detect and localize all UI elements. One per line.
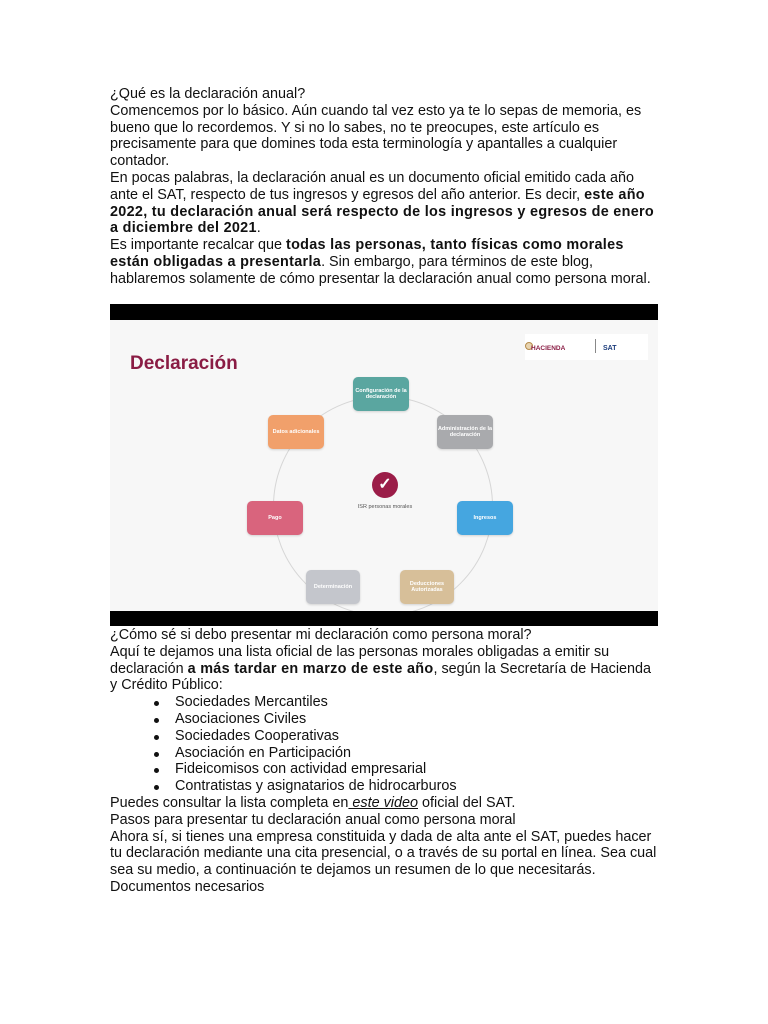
section2-paragraph-2 — [110, 795, 658, 812]
intro-paragraph-3 — [110, 237, 658, 287]
intro-p2-text: En pocas palabras, la declaración anual es un documento oficial emitido cada año ante el SAT, respecto de tus ingresos y egresos del año anterior. Es decir, — [110, 169, 634, 203]
sat-logo: SAT — [603, 345, 617, 352]
node-determinacion: Determinación — [306, 570, 360, 604]
video-link[interactable]: este video — [348, 794, 418, 811]
section2-paragraph-1 — [110, 644, 658, 694]
entity-list — [110, 694, 658, 795]
hacienda-logo: HACIENDA — [531, 345, 566, 352]
node-deducciones: Deducciones Autorizadas — [400, 570, 454, 604]
s2-p2-end: oficial del SAT. — [418, 794, 516, 811]
image-border-bottom — [110, 611, 658, 626]
s2-p2-text: Puedes consultar la lista completa en — [110, 794, 349, 811]
node-pago: Pago — [247, 501, 303, 535]
s2-p1-end: , según la Secretaría de Hacienda y Crédito Público: — [110, 660, 652, 694]
logos-box — [525, 334, 648, 360]
section2-paragraph-5: Documentos necesarios — [110, 878, 265, 895]
s2-p1-bold: a más tardar en marzo de este año — [187, 660, 434, 677]
declaracion-diagram — [110, 320, 658, 611]
list-item: Sociedades Mercantiles — [175, 694, 658, 711]
center-label: ISR personas morales — [357, 504, 413, 510]
list-item: Asociación en Participación — [175, 745, 658, 762]
section-2 — [110, 627, 658, 896]
node-datos-adicionales: Datos adicionales — [268, 415, 324, 449]
node-administracion: Administración de la declaración — [437, 415, 493, 449]
section2-heading: ¿Cómo sé si debo presentar mi declaración como persona moral? — [110, 627, 532, 643]
diagram-title: Declaración — [130, 353, 238, 374]
image-border-top — [110, 304, 658, 320]
intro-p2-end: . — [256, 220, 261, 237]
intro-p2-bold: este año 2022, tu declaración anual será respecto de los ingresos y egresos de enero a diciembre del 2021 — [110, 186, 654, 237]
intro-p3-text: Es importante recalcar que — [110, 237, 286, 254]
s2-p1-text: Aquí te dejamos una lista oficial de las personas morales obligadas a emitir su declaración — [110, 643, 610, 677]
list-item: Fideicomisos con actividad empresarial — [175, 761, 658, 778]
list-item: Asociaciones Civiles — [175, 711, 658, 728]
intro-p3-end: . Sin embargo, para términos de este blog, hablaremos solamente de cómo presentar la declaración anual como persona moral. — [110, 253, 651, 287]
intro-p3-bold: todas las personas, tanto físicas como morales están obligadas a presentarla — [110, 237, 624, 270]
list-item: Contratistas y asignatarios de hidrocarburos — [175, 778, 658, 795]
intro-section — [110, 86, 658, 288]
logo-divider — [595, 339, 596, 353]
section2-paragraph-3: Pasos para presentar tu declaración anual como persona moral — [110, 811, 516, 828]
intro-heading: ¿Qué es la declaración anual? — [110, 86, 306, 102]
node-configuracion: Configuración de la declaración — [353, 377, 409, 411]
check-icon: ✓ — [372, 472, 398, 498]
node-ingresos: Ingresos — [457, 501, 513, 535]
section2-paragraph-4: Ahora sí, si tienes una empresa constituida y dada de alta ante el SAT, puedes hacer tu declaración mediante una cita presencial, o a través de su portal en línea. Sea cual sea su medio, a continuación te dejamos un resumen de lo que necesitarás. — [110, 828, 657, 879]
intro-paragraph-1: Comencemos por lo básico. Aún cuando tal vez esto ya te lo sepas de memoria, es bueno que lo recordemos. Y si no lo sabes, no te preocupes, este artículo es precisamente para que domines toda esta terminología y apantalles a cualquier contador. — [110, 102, 642, 170]
list-item: Sociedades Cooperativas — [175, 728, 658, 745]
intro-paragraph-2 — [110, 170, 658, 237]
